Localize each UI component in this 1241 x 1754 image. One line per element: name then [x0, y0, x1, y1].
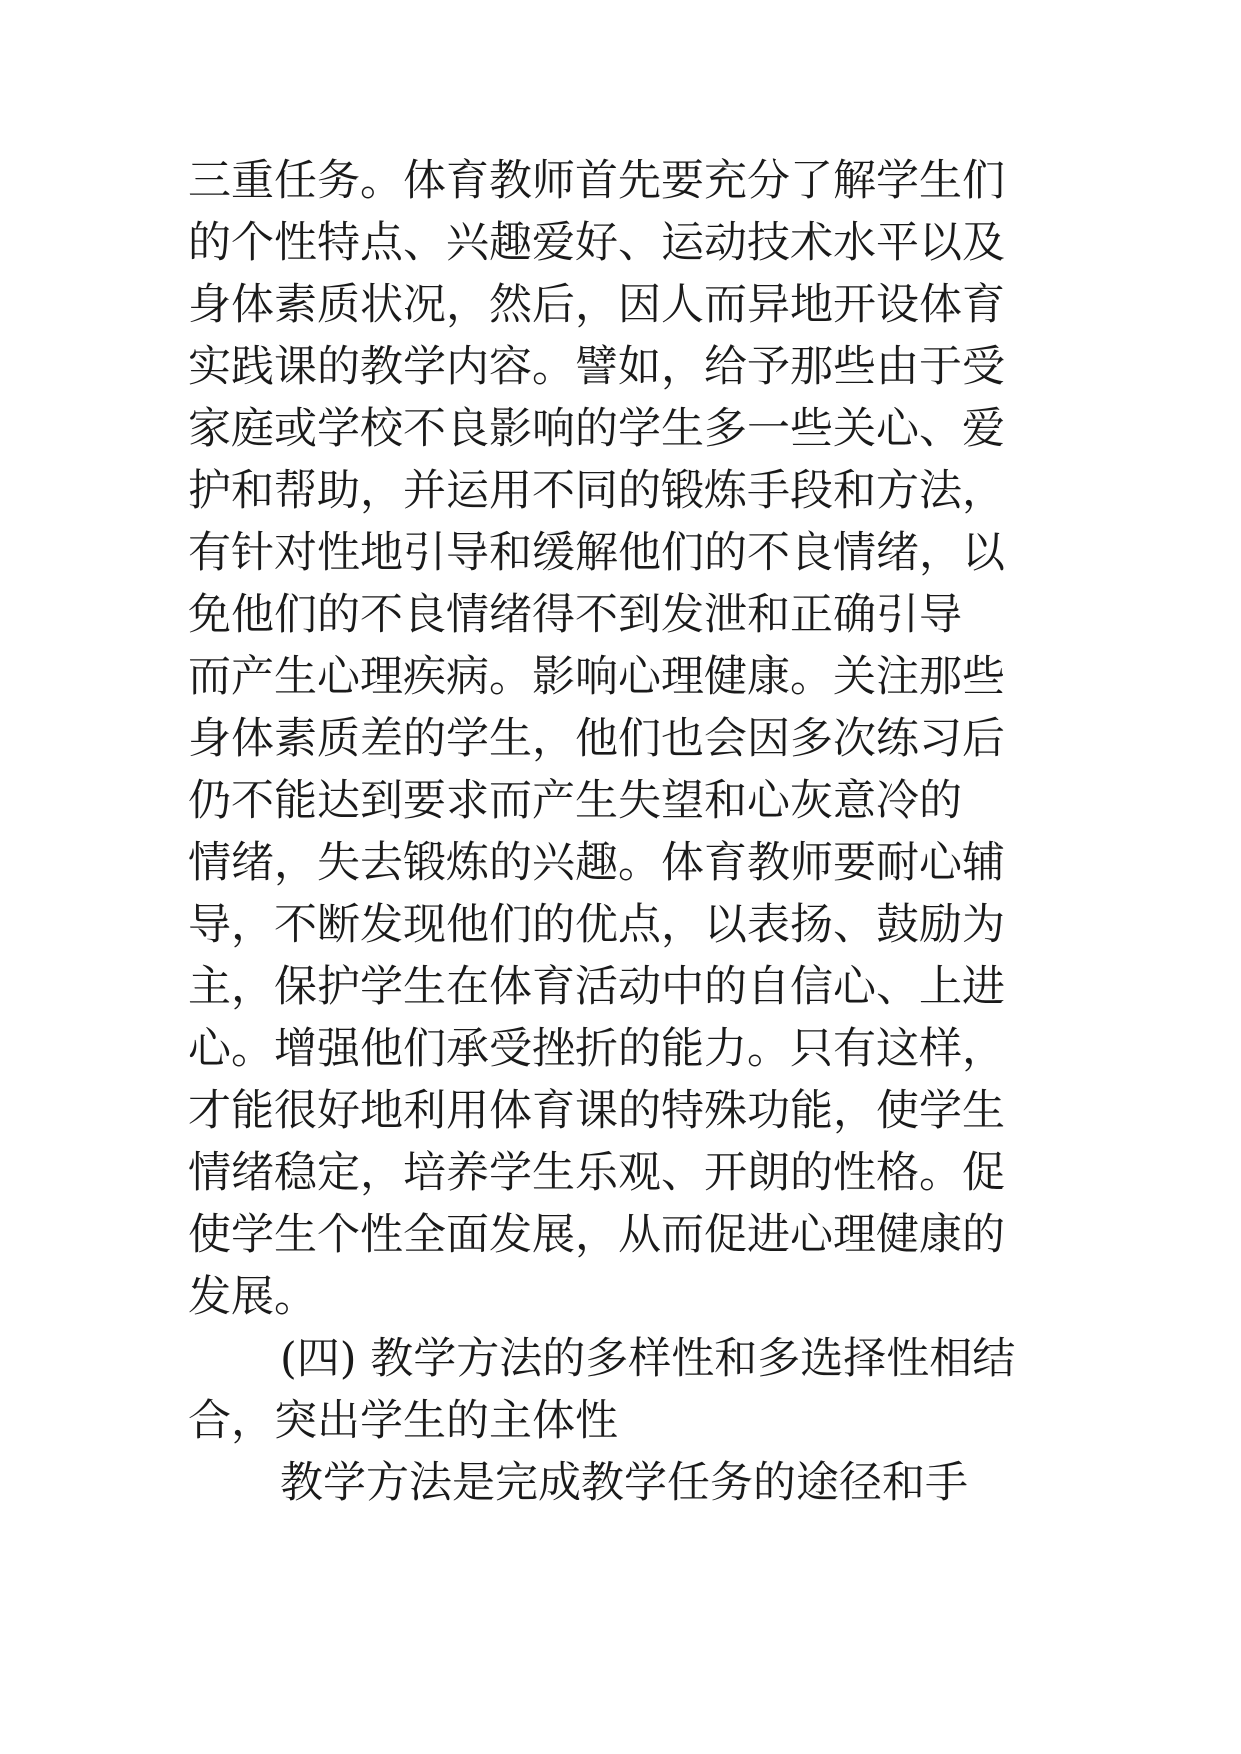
text-line-10: 身体素质差的学生，他们也会因多次练习后 [188, 714, 1005, 764]
text-line-14: 主，保护学生在体育活动中的自信心、上进 [188, 962, 1005, 1012]
text-line-18: 使学生个性全面发展，从而促进心理健康的 [188, 1210, 1005, 1260]
text-line-4: 实践课的教学内容。譬如，给予那些由于受 [188, 342, 1005, 392]
text-line-8: 免他们的不良情绪得不到发泄和正确引导 [188, 590, 962, 640]
section-heading-line-1: (四) 教学方法的多样性和多选择性相结 [280, 1334, 1016, 1384]
text-line-13: 导，不断发现他们的优点，以表扬、鼓励为 [188, 900, 1005, 950]
paragraph-start-line: 教学方法是完成教学任务的途径和手 [280, 1458, 968, 1508]
text-line-15: 心。增强他们承受挫折的能力。只有这样， [188, 1024, 1005, 1074]
text-line-3: 身体素质状况，然后，因人而异地开设体育 [188, 280, 1005, 330]
text-line-1: 三重任务。体育教师首先要充分了解学生们 [188, 156, 1005, 206]
section-heading-line-2: 合，突出学生的主体性 [188, 1396, 618, 1446]
text-line-11: 仍不能达到要求而产生失望和心灰意冷的 [188, 776, 962, 826]
body-text [188, 150, 1068, 1514]
text-line-5: 家庭或学校不良影响的学生多一些关心、爱 [188, 404, 1005, 454]
text-line-16: 才能很好地利用体育课的特殊功能，使学生 [188, 1086, 1005, 1136]
text-line-17: 情绪稳定，培养学生乐观、开朗的性格。促 [188, 1148, 1005, 1198]
text-line-19: 发展。 [188, 1272, 317, 1322]
text-line-9: 而产生心理疾病。影响心理健康。关注那些 [188, 652, 1005, 702]
text-line-7: 有针对性地引导和缓解他们的不良情绪，以 [188, 528, 1005, 578]
text-line-6: 护和帮助，并运用不同的锻炼手段和方法， [188, 466, 1005, 516]
text-line-12: 情绪，失去锻炼的兴趣。体育教师要耐心辅 [188, 838, 1005, 888]
text-line-2: 的个性特点、兴趣爱好、运动技术水平以及 [188, 218, 1005, 268]
